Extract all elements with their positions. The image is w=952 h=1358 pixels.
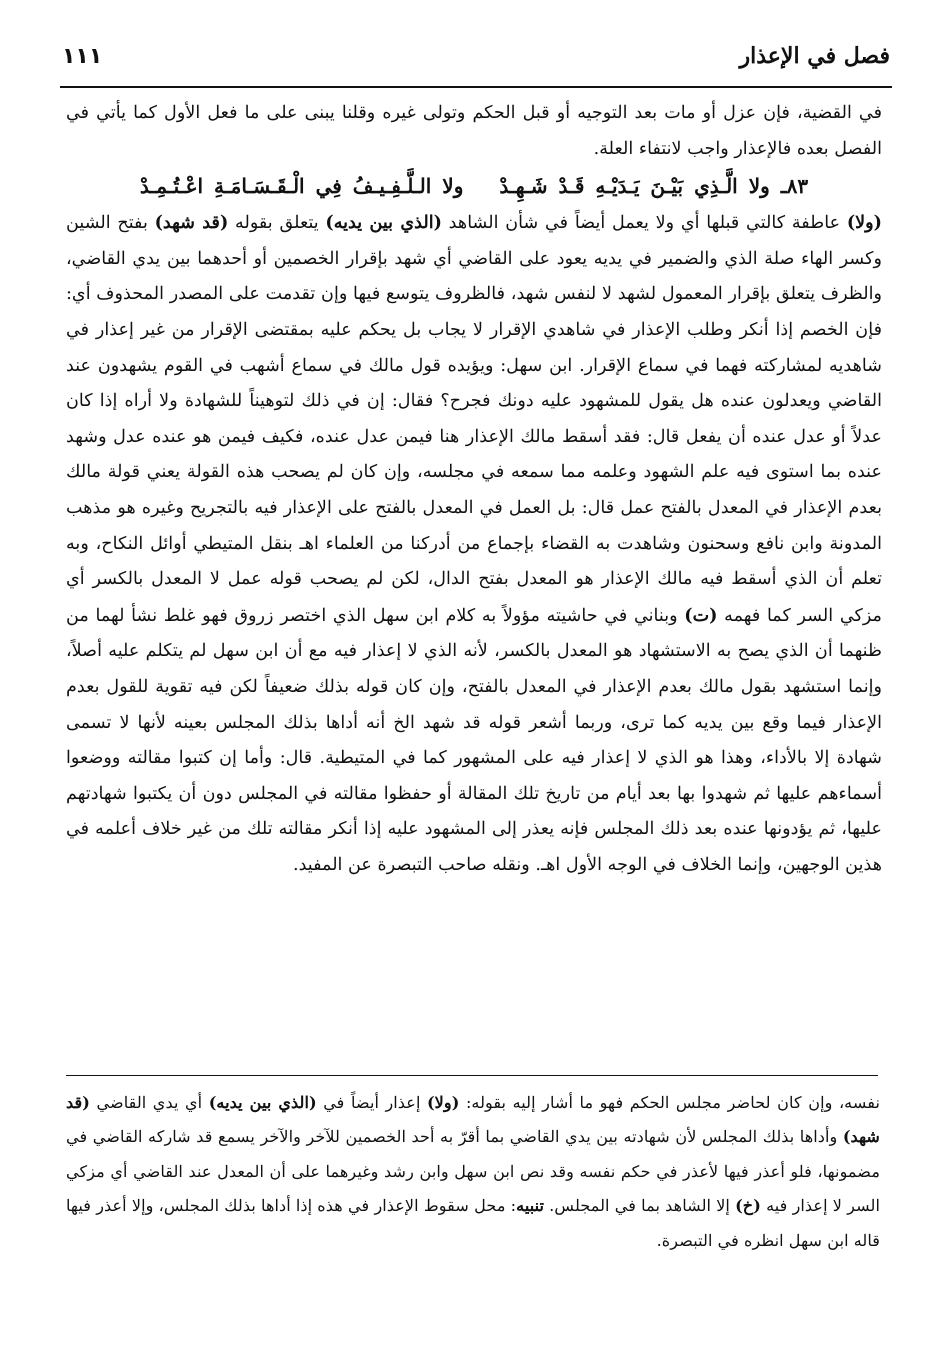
bold-keyword: (ولا) <box>846 212 883 234</box>
verse-first-hemistich: ٨٣ـ ولا الَّـذِي بَيْـنَ يَـدَيْـهِ قَـدْ شَـهِـدْ <box>499 174 809 199</box>
main-text <box>66 96 882 883</box>
verse-second-hemistich: ولا الـلَّـفِـيـفُ فِي الْـقَـسَـامَـةِ اعْـتُـمِـدْ <box>139 174 464 199</box>
text-run: بفتح الشين وكسر الهاء صلة الذي والضمير في يديه يعود على القاضي أي شهد بإقرار الخصمين أو أحدهما بين يدي القاضي، والظرف يتعلق بإقرار المعمول لشهد لا لنفس شهد، فالظروف يتوسع فيها وإن تقدمت على المصدر المحذوف أي: فإن الخصم إذا أنكر وطلب الإعذار في شاهدي الإقرار لا يجاب بل يحكم عليه بمقتضى الإقرار من غير إعذار في شاهديه لمشاركته فهما في سماع الإقرار. ابن سهل: ويؤيده قول مالك في سماع أشهب في القوم يشهدون عند القاضي ويعدلون عنده هل يقول للمشهود عليه دونك فجرح؟ فقال: إن في ذلك لتوهيناً للشهادة ولا أراه إذا كان عدلاً أو عدل عنده أن يفعل قال: فقد أسقط مالك الإعذار هنا فيمن عدل عنده، فكيف فيمن هو عنده عدل وشهد عنده بما استوى فيه علم الشهود وعلمه مما سمعه في مجلسه، وإن كان لم يصحب هذه القولة يعني قولة مالك بعدم الإعذار في المعدل بالفتح عمل قال: بل العمل في المعدل بالفتح على الإعذار فيه بالتجريح وغيره هو مذهب المدونة وابن نافع وسحنون وشاهدت به القضاء بإجماع من أدركنا من العلماء اهـ بنقل المتيطي أوائل النكاح، وبه تعلم أن الذي أسقط فيه مالك الإعذار هو المعدل بفتح الدال، لكن لم يصحب قوله عمل لا المعدل بالكسر أي مزكي السر كما فهمه <box>66 213 882 626</box>
header-divider <box>60 86 892 88</box>
intro-paragraph: في القضية، فإن عزل أو مات بعد التوجيه أو قبل الحكم وتولى غيره وقلنا يبنى على ما فعل الأول كما يأتي في الفصل بعده فالإعذار واجب لانتفاء العلة. <box>66 103 882 159</box>
text-run: أي يدي القاضي <box>89 1093 209 1112</box>
text-run: إعذار أيضاً في <box>316 1093 428 1112</box>
bold-keyword: (خ) <box>735 1196 761 1216</box>
text-run: وأداها بذلك المجلس لأن شهادته بين يدي القاضي بما أقرّ به أحد الخصمين للآخر والآخر يسمع قد شاركه القاضي في مضمونها، فلو أعذر فيها لأعذر في حكم نفسه وقد نص ابن سهل وابن رشد وغيرهما على أن المعدل عند القاضي أي مزكي السر لا إعذار فيه <box>66 1127 880 1216</box>
footnote-paragraph <box>66 1086 880 1258</box>
footnote-block <box>66 1086 880 1258</box>
text-run: عاطفة كالتي قبلها أي ولا يعمل أيضاً في شأن الشاهد <box>441 213 847 234</box>
verse-line <box>66 167 882 205</box>
bold-keyword: (الذي بين يديه) <box>208 1093 317 1112</box>
page-header <box>62 34 890 78</box>
text-run: : محل سقوط الإعذار في هذه إذا أداها بذلك المجلس، وإلا أعذر فيها قاله ابن سهل انظره في التبصرة. <box>66 1196 880 1250</box>
text-run: إلا الشاهد بما في المجلس. <box>543 1196 736 1216</box>
bold-keyword: (قد شهد) <box>66 1093 880 1147</box>
text-run: يتعلق بقوله <box>228 213 326 234</box>
bold-keyword: (الذي بين يديه) <box>325 212 442 234</box>
footnote-divider <box>66 1075 878 1076</box>
bold-keyword: (ولا) <box>427 1093 460 1112</box>
bold-keyword: تنبيه <box>516 1196 544 1216</box>
bold-keyword: (قد شهد) <box>154 212 229 234</box>
text-run: نفسه، وإن كان لحاضر مجلس الحكم فهو ما أشار إليه بقوله: <box>459 1093 880 1112</box>
running-title: فصل في الإعذار <box>739 43 890 69</box>
text-run: وبناني في حاشيته مؤولاً به كلام ابن سهل الذي اختصر زروق فهو غلط نشأ لهما من ظنهما أن الذي يصح به الاستشهاد هو المعدل بالكسر، لأنه الذي لا إعذار فيه مع أن ابن سهل لم يتكلم عليه أصلاً، وإنما استشهد بقول مالك بعدم الإعذار في المعدل بالفتح، وإن كان قوله بذلك ضعيفاً لكن فيه تقوية للقول بعدم الإعذار فيما وقع بين يديه كما ترى، وربما أشعر قوله قد شهد الخ أنه أداها بذلك المجلس بعينه لأنها لا تسمى شهادة إلا بالأداء، وهذا هو الذي لا إعذار فيه على المشهور كما في المتيطية. قال: وأما إن كتبوا مقالته ووضعوا أسماءهم عليها ثم شهدوا بها بعد أيام من تاريخ تلك المقالة أو حفظوا مقالته في المجلس دون أن يكتبوا شهادتهم عليها، ثم يؤدونها عنده بعد ذلك المجلس فإنه يعذر إلى المشهود عليه إذا أنكر مقالته تلك من غير خلاف أعلمه في هذين الوجهين، وإنما الخلاف في الوجه الأول اهـ. ونقله صاحب التبصرة عن المفيد. <box>66 605 882 875</box>
commentary-paragraph <box>66 205 882 883</box>
bold-keyword: (ت) <box>684 604 718 626</box>
page-number: ١١١ <box>62 43 103 69</box>
